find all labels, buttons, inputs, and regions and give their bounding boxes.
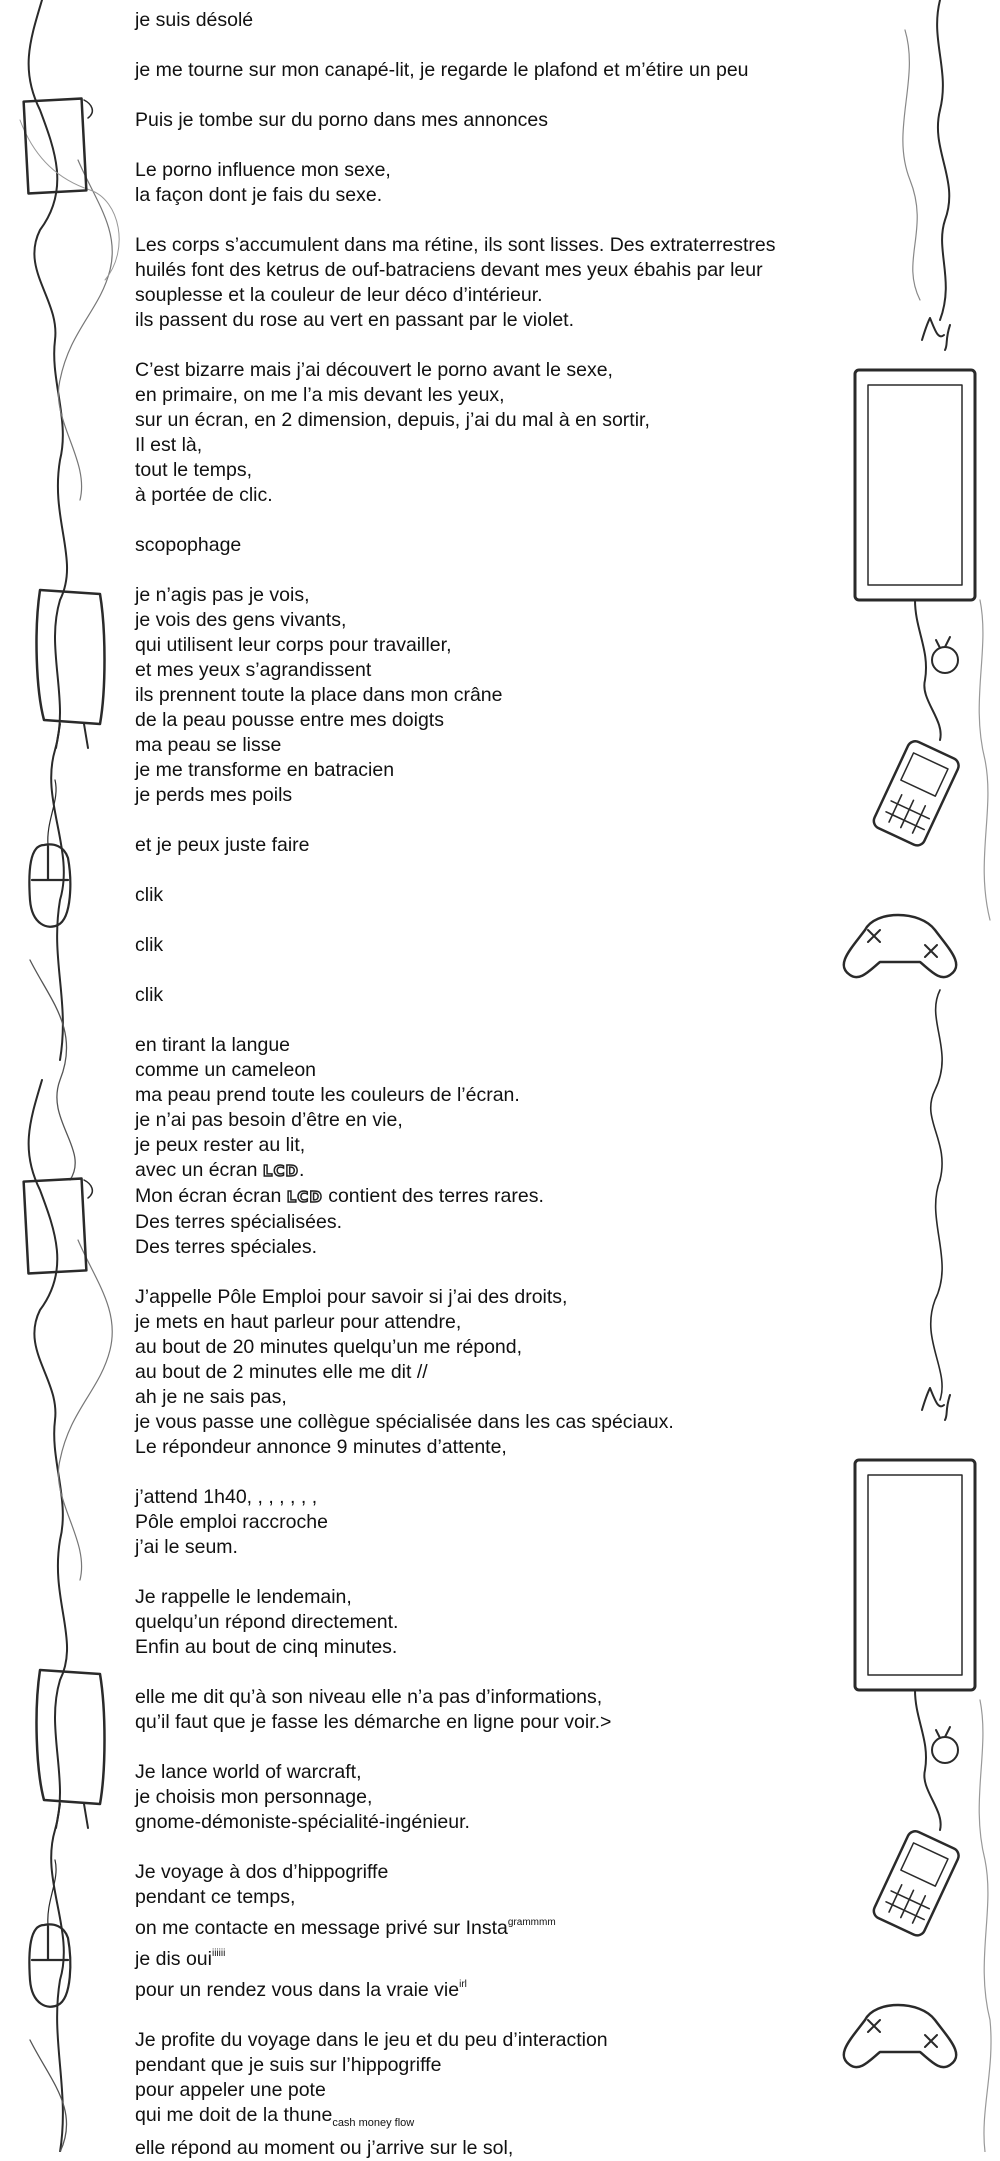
- paper-curl: [84, 1180, 92, 1198]
- poem-line: je n’agis pas je vois,: [135, 584, 310, 606]
- poem-line-text: qui me doit de la thune: [135, 2104, 333, 2126]
- poem-line: de la peau pousse entre mes doigts: [135, 709, 444, 731]
- controller-x-marks: [868, 930, 937, 957]
- poem-line: j’ai le seum.: [135, 1536, 238, 1558]
- poem-line: gnome-démoniste-spécialité-ingénieur.: [135, 1811, 470, 1833]
- paper-sheet-icon: [24, 1179, 87, 1274]
- poem-line-text: je dis oui: [135, 1948, 212, 1970]
- poem-line: j’attend 1h40, , , , , , ,: [135, 1486, 318, 1508]
- poem-line-text: on me contacte en message privé sur Insta: [135, 1917, 508, 1939]
- poem-line: en tirant la langue: [135, 1034, 291, 1056]
- poem-line: Des terres spécialisées.: [135, 1211, 342, 1233]
- poem-line: [135, 1910, 835, 1941]
- old-crt-tv-icon: [37, 1670, 105, 1804]
- right-squiggle-6: [931, 1180, 942, 1400]
- flat-screen-inner: [868, 1475, 962, 1675]
- game-controller-icon: [844, 915, 956, 977]
- right-squiggle-4: [931, 990, 942, 1180]
- poem-line: Il est là,: [135, 434, 203, 456]
- left-doodles-top: [20, 0, 119, 1180]
- poem-line: [135, 1941, 835, 1972]
- poem-line: ma peau se lisse: [135, 734, 282, 756]
- poem-line: et mes yeux s’agrandissent: [135, 659, 372, 681]
- poem-line-text: Mon écran écran: [135, 1185, 287, 1207]
- crt-tv-stand: [56, 1804, 88, 1828]
- poem-line: Je lance world of warcraft,: [135, 1761, 362, 1783]
- right-squiggle-5: [979, 1700, 991, 2152]
- superscript: grammmm: [507, 1917, 556, 1928]
- poem-line: la façon dont je fais du sexe.: [135, 184, 383, 206]
- poem-line: je n’ai pas besoin d’être en vie,: [135, 1109, 403, 1131]
- poem-line: C’est bizarre mais j’ai découvert le porno avant le sexe,: [135, 359, 613, 381]
- right-squiggle-1: [937, 0, 949, 320]
- poem-line: je perds mes poils: [135, 784, 293, 806]
- poem-line: ils passent du rose au vert en passant par le violet.: [135, 309, 574, 331]
- poem-line: Puis je tombe sur du porno dans mes annonces: [135, 109, 548, 131]
- left-squiggle-2: [58, 160, 112, 500]
- computer-mouse-icon: [29, 1924, 70, 2006]
- poem-line: qu’il faut que je fasse les démarche en ligne pour voir.>: [135, 1711, 612, 1733]
- poem-line: pendant ce temps,: [135, 1886, 296, 1908]
- poem-line: pour appeler une pote: [135, 2079, 326, 2101]
- flat-screen-tv-icon: [855, 1460, 975, 1690]
- poem-line: je me transforme en batracien: [135, 759, 395, 781]
- poem-line: [135, 1158, 835, 1184]
- poem-text: [135, 8, 835, 2161]
- mobile-phone-icon: [871, 1829, 961, 1938]
- poem-line: ma peau prend toute les couleurs de l’écran.: [135, 1084, 520, 1106]
- left-squiggle-5: [29, 1080, 67, 2152]
- left-squiggle-1: [29, 0, 67, 1060]
- poem-line: et je peux juste faire: [135, 834, 310, 856]
- poem-line: je me tourne sur mon canapé-lit, je regarde le plafond et m’étire un peu: [135, 59, 749, 81]
- flat-screen-tv-icon: [855, 370, 975, 600]
- poem-line: au bout de 2 minutes elle me dit //: [135, 1361, 428, 1383]
- poem-line: [135, 2103, 835, 2136]
- plug-icon: [932, 647, 958, 673]
- poem-line-text: pour un rendez vous dans la vraie vie: [135, 1979, 460, 2001]
- lcd-word: LCD: [262, 1162, 299, 1180]
- poem-line: Enfin au bout de cinq minutes.: [135, 1636, 398, 1658]
- poem-line: huilés font des ketrus de ouf-batraciens devant mes yeux ébahis par leur: [135, 259, 763, 281]
- crt-tv-stand: [56, 724, 88, 748]
- superscript: irl: [459, 1979, 467, 1990]
- controller-x-marks: [868, 2020, 937, 2047]
- poem-line: sur un écran, en 2 dimension, depuis, j’ai du mal à en sortir,: [135, 409, 650, 431]
- right-squiggle-2: [903, 30, 920, 300]
- lcd-word: LCD: [286, 1188, 323, 1206]
- old-crt-tv-icon: [37, 590, 105, 724]
- antenna-icon: [922, 318, 950, 350]
- poem-line: à portée de clic.: [135, 484, 273, 506]
- poem-line-text: avec un écran: [135, 1159, 263, 1181]
- paper-curl: [84, 100, 92, 118]
- poem-line: en primaire, on me l’a mis devant les yeux,: [135, 384, 505, 406]
- poem-line: ah je ne sais pas,: [135, 1386, 287, 1408]
- poem-line: Je profite du voyage dans le jeu et du peu d’interaction: [135, 2029, 608, 2051]
- right-squiggle-3: [979, 600, 990, 920]
- right-doodles-top: [844, 0, 990, 1180]
- poem-line: Le répondeur annonce 9 minutes d’attente,: [135, 1436, 507, 1458]
- poem-line: je choisis mon personnage,: [135, 1786, 373, 1808]
- game-controller-icon: [844, 2005, 956, 2067]
- poem-line: elle me dit qu’à son niveau elle n’a pas d’informations,: [135, 1686, 603, 1708]
- left-doodles-bottom: [24, 1080, 113, 2152]
- poem-line: Le porno influence mon sexe,: [135, 159, 391, 181]
- poem-line: je mets en haut parleur pour attendre,: [135, 1311, 462, 1333]
- poem-line: Les corps s’accumulent dans ma rétine, ils sont lisses. Des extraterrestres: [135, 234, 776, 256]
- right-doodles-bottom: [844, 1180, 991, 2152]
- left-squiggle-6: [58, 1240, 112, 1580]
- subscript: cash money flow: [332, 2117, 415, 2129]
- poem-line: clik: [135, 934, 164, 956]
- poem-line: Je rappelle le lendemain,: [135, 1586, 352, 1608]
- antenna-icon: [922, 1388, 950, 1420]
- poem-line: tout le temps,: [135, 459, 253, 481]
- poem-line: clik: [135, 884, 164, 906]
- poem-line: Je voyage à dos d’hippogriffe: [135, 1861, 389, 1883]
- poem-line: elle répond au moment ou j’arrive sur le sol,: [135, 2137, 514, 2159]
- mobile-phone-icon: [871, 739, 961, 848]
- poem-line: ils prennent toute la place dans mon crâne: [135, 684, 503, 706]
- poem-line: pendant que je suis sur l’hippogriffe: [135, 2054, 442, 2076]
- poem-line: Pôle emploi raccroche: [135, 1511, 328, 1533]
- poem-line-text: contient des terres rares.: [322, 1185, 544, 1207]
- poem-line: je suis désolé: [135, 9, 254, 31]
- left-squiggle-4: [30, 960, 75, 1180]
- poem-line: scopophage: [135, 534, 242, 556]
- poem-line: comme un cameleon: [135, 1059, 317, 1081]
- computer-mouse-icon: [29, 844, 70, 926]
- poem-line: [135, 1972, 835, 2003]
- poem-line: je peux rester au lit,: [135, 1134, 306, 1156]
- poem-line: Des terres spéciales.: [135, 1236, 318, 1258]
- poem-line: clik: [135, 984, 164, 1006]
- plug-icon: [932, 1737, 958, 1763]
- superscript: iiiiii: [211, 1948, 226, 1959]
- poem-line: au bout de 20 minutes quelqu’un me répond,: [135, 1336, 523, 1358]
- poem-line: quelqu’un répond directement.: [135, 1611, 399, 1633]
- poem-line: qui utilisent leur corps pour travailler,: [135, 634, 452, 656]
- poem-line: [135, 1184, 835, 1210]
- poem-line: souplesse et la couleur de leur déco d’intérieur.: [135, 284, 543, 306]
- poem-line-text: .: [298, 1159, 305, 1181]
- poem-line: J’appelle Pôle Emploi pour savoir si j’ai des droits,: [135, 1286, 568, 1308]
- poem-line: je vois des gens vivants,: [135, 609, 347, 631]
- flat-screen-inner: [868, 385, 962, 585]
- poem-line: je vous passe une collègue spécialisée dans les cas spéciaux.: [135, 1411, 674, 1433]
